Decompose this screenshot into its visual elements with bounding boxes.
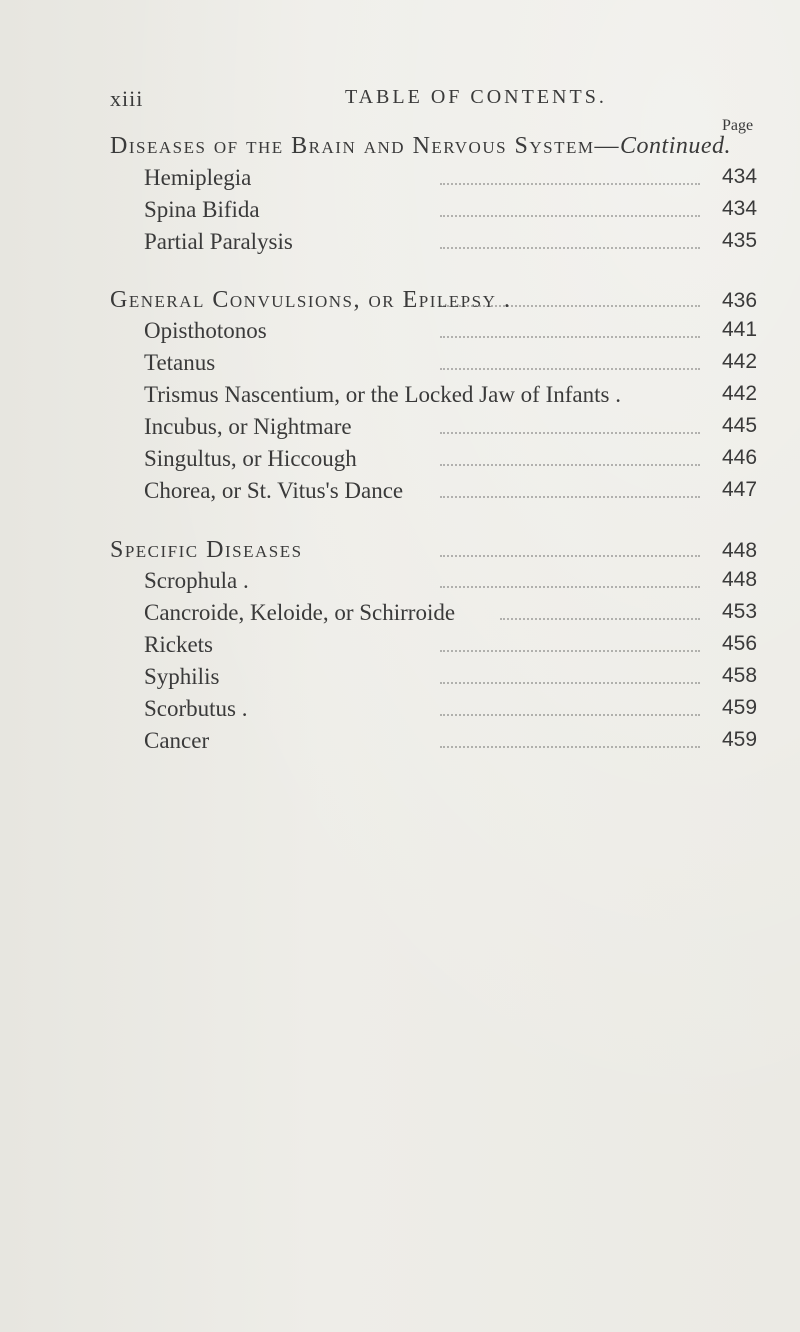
entry-page: 446 xyxy=(722,446,758,469)
section-heading-text: Diseases of the Brain and Nervous System— xyxy=(110,133,621,159)
leader-dots xyxy=(440,678,700,684)
entry-label: Incubus, or Nightmare xyxy=(144,414,352,439)
section-page: 448 xyxy=(722,539,758,562)
running-title: TABLE OF CONTENTS. xyxy=(345,86,607,108)
entry-page: 458 xyxy=(722,664,758,687)
leader-dots xyxy=(440,646,700,652)
leader-dots xyxy=(440,710,700,716)
toc-entry-spina-bifida xyxy=(0,197,800,227)
entry-label: Opisthotonos xyxy=(144,318,267,343)
entry-label: Cancroide, Keloide, or Schirroide xyxy=(144,600,456,625)
toc-entry-chorea xyxy=(0,478,800,508)
leader-dots xyxy=(440,460,700,466)
entry-page: 442 xyxy=(722,382,758,405)
entry-label: Trismus Nascentium, or the Locked Jaw of Infants . xyxy=(144,382,621,407)
toc-entry-hemiplegia xyxy=(0,165,800,195)
toc-entry-scrophula xyxy=(0,568,800,598)
toc-entry-scorbutus xyxy=(0,696,800,726)
entry-label: Chorea, or St. Vitus's Dance xyxy=(144,478,404,503)
section-heading-continued: Continued. xyxy=(620,133,732,159)
leader-dots xyxy=(440,301,700,307)
entry-label: Partial Paralysis xyxy=(144,229,293,254)
entry-page: 441 xyxy=(722,318,758,341)
entry-label: Scorbutus . xyxy=(144,696,248,721)
entry-page: 453 xyxy=(722,600,758,623)
entry-label: Syphilis xyxy=(144,664,220,689)
entry-page: 434 xyxy=(722,165,758,188)
page-column-label: Page xyxy=(722,117,754,134)
leader-dots xyxy=(440,551,700,557)
leader-dots xyxy=(440,243,700,249)
leader-dots xyxy=(440,492,700,498)
section-page-row xyxy=(0,537,800,567)
section-page: 436 xyxy=(722,289,758,312)
section-heading-brain-nervous xyxy=(110,133,731,160)
entry-page: 434 xyxy=(722,197,758,220)
toc-entry-incubus xyxy=(0,414,800,444)
toc-entry-trismus xyxy=(0,382,800,412)
entry-page: 442 xyxy=(722,350,758,373)
entry-page: 456 xyxy=(722,632,758,655)
toc-entry-partial-paralysis xyxy=(0,229,800,259)
entry-label: Hemiplegia xyxy=(144,165,252,190)
entry-page: 448 xyxy=(722,568,758,591)
leader-dots xyxy=(440,332,700,338)
leader-dots xyxy=(440,742,700,748)
toc-entry-opisthotonos xyxy=(0,318,800,348)
entry-page: 447 xyxy=(722,478,758,501)
entry-page: 435 xyxy=(722,229,758,252)
toc-entry-cancroide xyxy=(0,600,800,630)
entry-label: Tetanus xyxy=(144,350,216,375)
section-heading-specific-diseases: Specific Diseases xyxy=(110,537,303,563)
entry-label: Singultus, or Hiccough xyxy=(144,446,357,471)
page-number: xiii xyxy=(110,86,144,111)
section-page-row xyxy=(0,287,800,317)
leader-dots xyxy=(500,614,700,620)
leader-dots xyxy=(440,364,700,370)
toc-entry-cancer xyxy=(0,728,800,758)
entry-label: Rickets xyxy=(144,632,213,657)
toc-entry-tetanus xyxy=(0,350,800,380)
toc-entry-syphilis xyxy=(0,664,800,694)
leader-dots xyxy=(440,582,700,588)
section-heading-epilepsy: General Convulsions, or Epilepsy . xyxy=(110,287,512,313)
toc-entry-rickets xyxy=(0,632,800,662)
entry-page: 445 xyxy=(722,414,758,437)
leader-dots xyxy=(440,428,700,434)
toc-entry-singultus xyxy=(0,446,800,476)
entry-label: Spina Bifida xyxy=(144,197,260,222)
entry-page: 459 xyxy=(722,728,758,751)
entry-page: 459 xyxy=(722,696,758,719)
entry-label: Cancer xyxy=(144,728,210,753)
entry-label: Scrophula . xyxy=(144,568,249,593)
leader-dots xyxy=(440,179,700,185)
leader-dots xyxy=(440,211,700,217)
